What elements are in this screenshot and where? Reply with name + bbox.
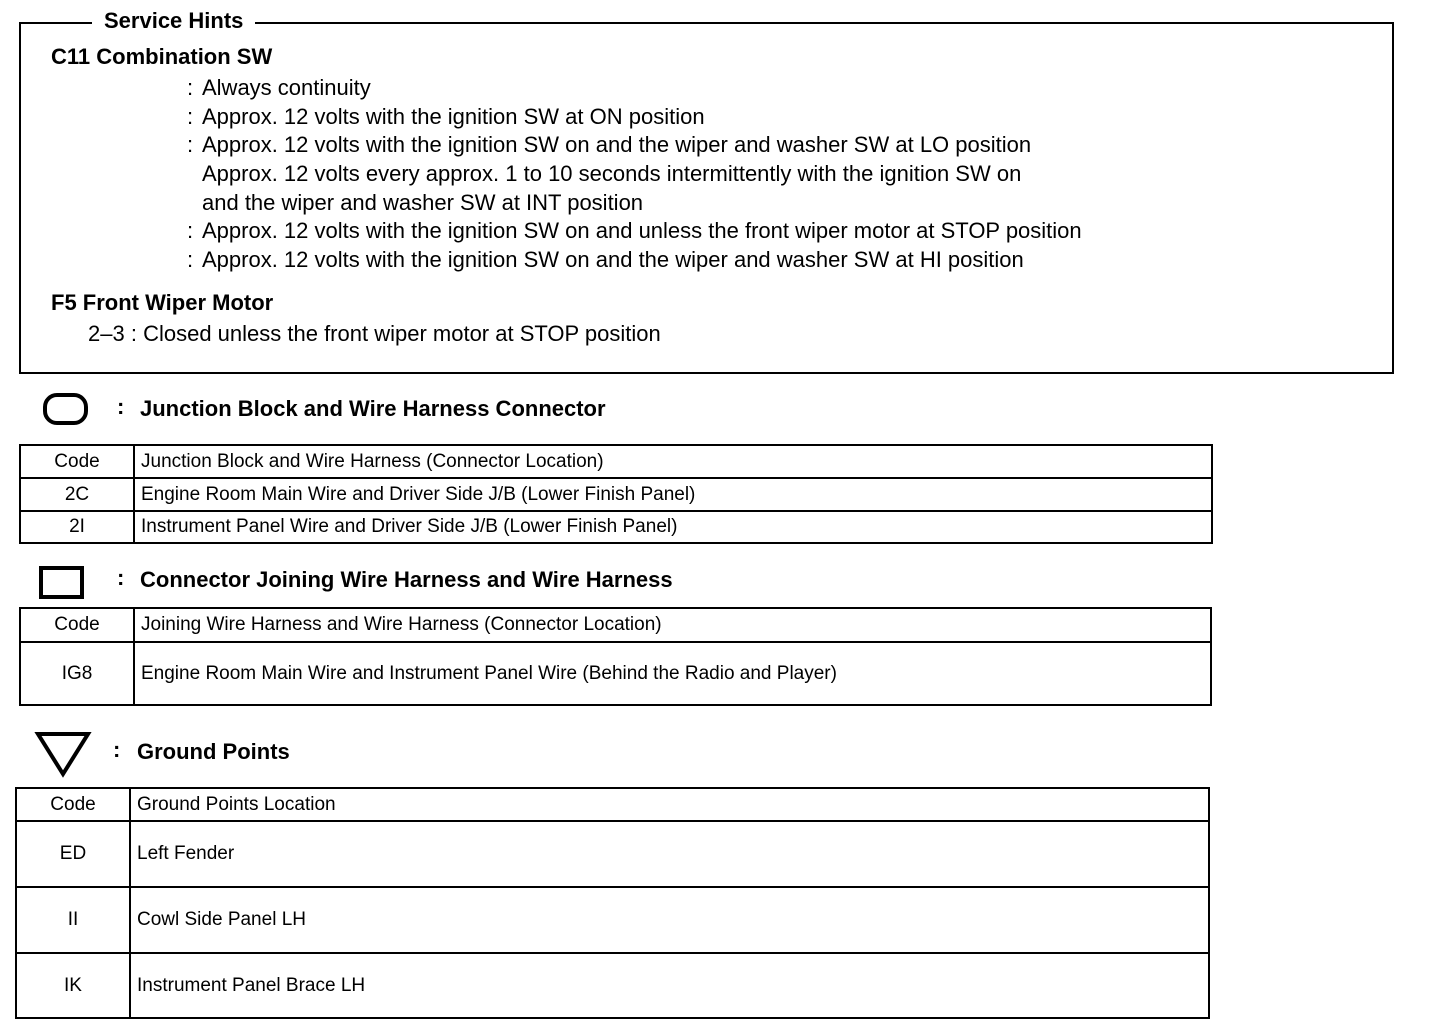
- row-location: Engine Room Main Wire and Driver Side J/B (Lower Finish Panel): [134, 478, 1212, 511]
- hint-term: 2–3: [88, 321, 125, 346]
- row-code: ED: [16, 821, 130, 887]
- hint-row: [88, 320, 661, 348]
- hint-colon: :: [187, 104, 194, 129]
- hint-continuation: Approx. 12 volts every approx. 1 to 10 seconds intermittently with the ignition SW on: [202, 161, 1022, 186]
- table-row: [16, 953, 1209, 1018]
- row-code: IG8: [20, 642, 134, 705]
- hint-colon: :: [187, 247, 194, 272]
- table-row: [20, 642, 1211, 705]
- hint-desc: Approx. 12 volts with the ignition SW on and unless the front wiper motor at STOP position: [202, 218, 1082, 243]
- row-code: II: [16, 887, 130, 953]
- table-row: [20, 511, 1212, 543]
- legend-colon: :: [117, 565, 125, 590]
- table-header-row: [16, 788, 1209, 821]
- header-location: Junction Block and Wire Harness (Connector Location): [134, 445, 1212, 478]
- table-row: [16, 887, 1209, 953]
- header-code: Code: [20, 445, 134, 478]
- table-header-row: [20, 608, 1211, 642]
- hint-desc: Closed unless the front wiper motor at STOP position: [143, 321, 661, 346]
- connector-joining-title: Connector Joining Wire Harness and Wire Harness: [140, 567, 673, 592]
- row-code: IK: [16, 953, 130, 1018]
- row-location: Instrument Panel Wire and Driver Side J/B (Lower Finish Panel): [134, 511, 1212, 543]
- service-hints-title: Service Hints: [92, 8, 255, 34]
- hint-desc: Always continuity: [202, 75, 371, 100]
- header-code: Code: [20, 608, 134, 642]
- hint-desc: Approx. 12 volts with the ignition SW on and the wiper and washer SW at LO position: [202, 132, 1032, 157]
- row-location: Instrument Panel Brace LH: [130, 953, 1209, 1018]
- header-code: Code: [16, 788, 130, 821]
- junction-block-title: Junction Block and Wire Harness Connector: [140, 396, 606, 421]
- hint-desc: Approx. 12 volts with the ignition SW on and the wiper and washer SW at HI position: [202, 247, 1024, 272]
- row-location: Left Fender: [130, 821, 1209, 887]
- hint-colon: :: [130, 321, 144, 346]
- row-code: 2C: [20, 478, 134, 511]
- junction-block-symbol-icon: [42, 392, 90, 426]
- hint-desc: Approx. 12 volts with the ignition SW at ON position: [202, 104, 705, 129]
- row-location: Engine Room Main Wire and Instrument Panel Wire (Behind the Radio and Player): [134, 642, 1211, 705]
- ground-point-symbol-icon: [34, 730, 92, 780]
- table-row: [16, 821, 1209, 887]
- table-header-row: [20, 445, 1212, 478]
- connector-symbol-icon: [38, 565, 86, 601]
- header-location: Joining Wire Harness and Wire Harness (Connector Location): [134, 608, 1211, 642]
- row-location: Cowl Side Panel LH: [130, 887, 1209, 953]
- section-heading-f5: F5 Front Wiper Motor: [51, 290, 274, 315]
- legend-colon: :: [117, 394, 125, 419]
- table-row: [20, 478, 1212, 511]
- legend-colon: :: [113, 737, 121, 762]
- section-heading-c11: C11 Combination SW: [51, 44, 273, 69]
- ground-points-table: [15, 787, 1210, 1019]
- header-location: Ground Points Location: [130, 788, 1209, 821]
- ground-points-title: Ground Points: [137, 739, 290, 764]
- hint-colon: :: [187, 218, 194, 243]
- junction-block-table: [19, 444, 1213, 544]
- hint-colon: :: [187, 132, 194, 157]
- hint-continuation: and the wiper and washer SW at INT position: [202, 190, 644, 215]
- connector-joining-table: [19, 607, 1212, 706]
- hint-colon: :: [187, 75, 194, 100]
- row-code: 2I: [20, 511, 134, 543]
